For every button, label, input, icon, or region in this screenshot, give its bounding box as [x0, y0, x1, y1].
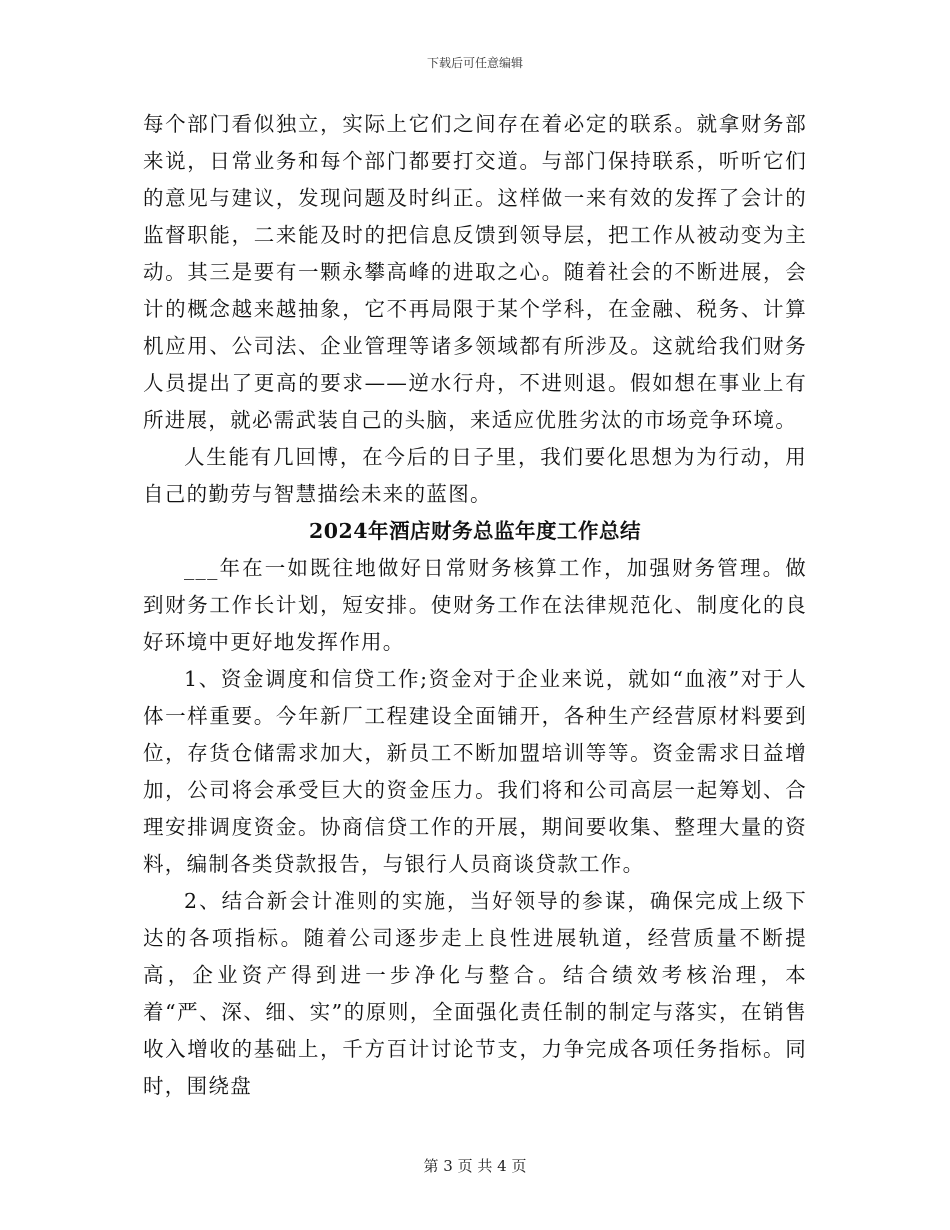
section-paragraph-accounting-standards: 2、结合新会计准则的实施，当好领导的参谋，确保完成上级下达的各项指标。随着公司逐步走上良性进展轨道，经营质量不断提高，企业资产得到进一步净化与整合。结合绩效考核治理，本着“严、深、细、实”的原则，全面强化责任制的制定与落实，在销售收入增收的基础上，千方百计讨论节支，力争完成各项任务指标。同时，围绕盘 — [143, 889, 807, 1098]
section-title: 2024年酒店财务总监年度工作总结 — [308, 519, 642, 543]
document-body — [143, 106, 807, 1105]
paragraph-closing: 人生能有几回博，在今后的日子里，我们要化思想为为行动，用自己的勤劳与智慧描绘未来的蓝图。 — [143, 445, 807, 506]
paragraph-continuation: 每个部门看似独立，实际上它们之间存在着必定的联系。就拿财务部来说，日常业务和每个部门都要打交道。与部门保持联系，听听它们的意见与建议，发现问题及时纠正。这样做一来有效的发挥了会计的监督职能，二来能及时的把信息反馈到领导层，把工作从被动变为主动。其三是要有一颗永攀高峰的进取之心。随着社会的不断进展，会计的概念越来越抽象，它不再局限于某个学科，在金融、税务、计算机应用、公司法、企业管理等诸多领域都有所涉及。这就给我们财务人员提出了更高的要求——逆水行舟，不进则退。假如想在事业上有所进展，就必需武装自己的头脑，来适应优胜劣汰的市场竞争环境。 — [143, 112, 807, 432]
header-note: 下载后可任意编辑 — [426, 56, 523, 70]
page-number: 第 3 页 共 4 页 — [423, 1157, 527, 1175]
section-paragraph-funding: 1、资金调度和信贷工作;资金对于企业来说，就如“血液”对于人体一样重要。今年新厂工程建设全面铺开，各种生产经营原材料要到位，存货仓储需求加大，新员工不断加盟培训等等。资金需求日益增加，公司将会承受巨大的资金压力。我们将和公司高层一起筹划、合理安排调度资金。协商信贷工作的开展，期间要收集、整理大量的资料，编制各类贷款报告，与银行人员商谈贷款工作。 — [143, 667, 807, 876]
section-paragraph-intro: ___年在一如既往地做好日常财务核算工作，加强财务管理。做到财务工作长计划，短安排。使财务工作在法律规范化、制度化的良好环境中更好地发挥作用。 — [143, 556, 807, 654]
